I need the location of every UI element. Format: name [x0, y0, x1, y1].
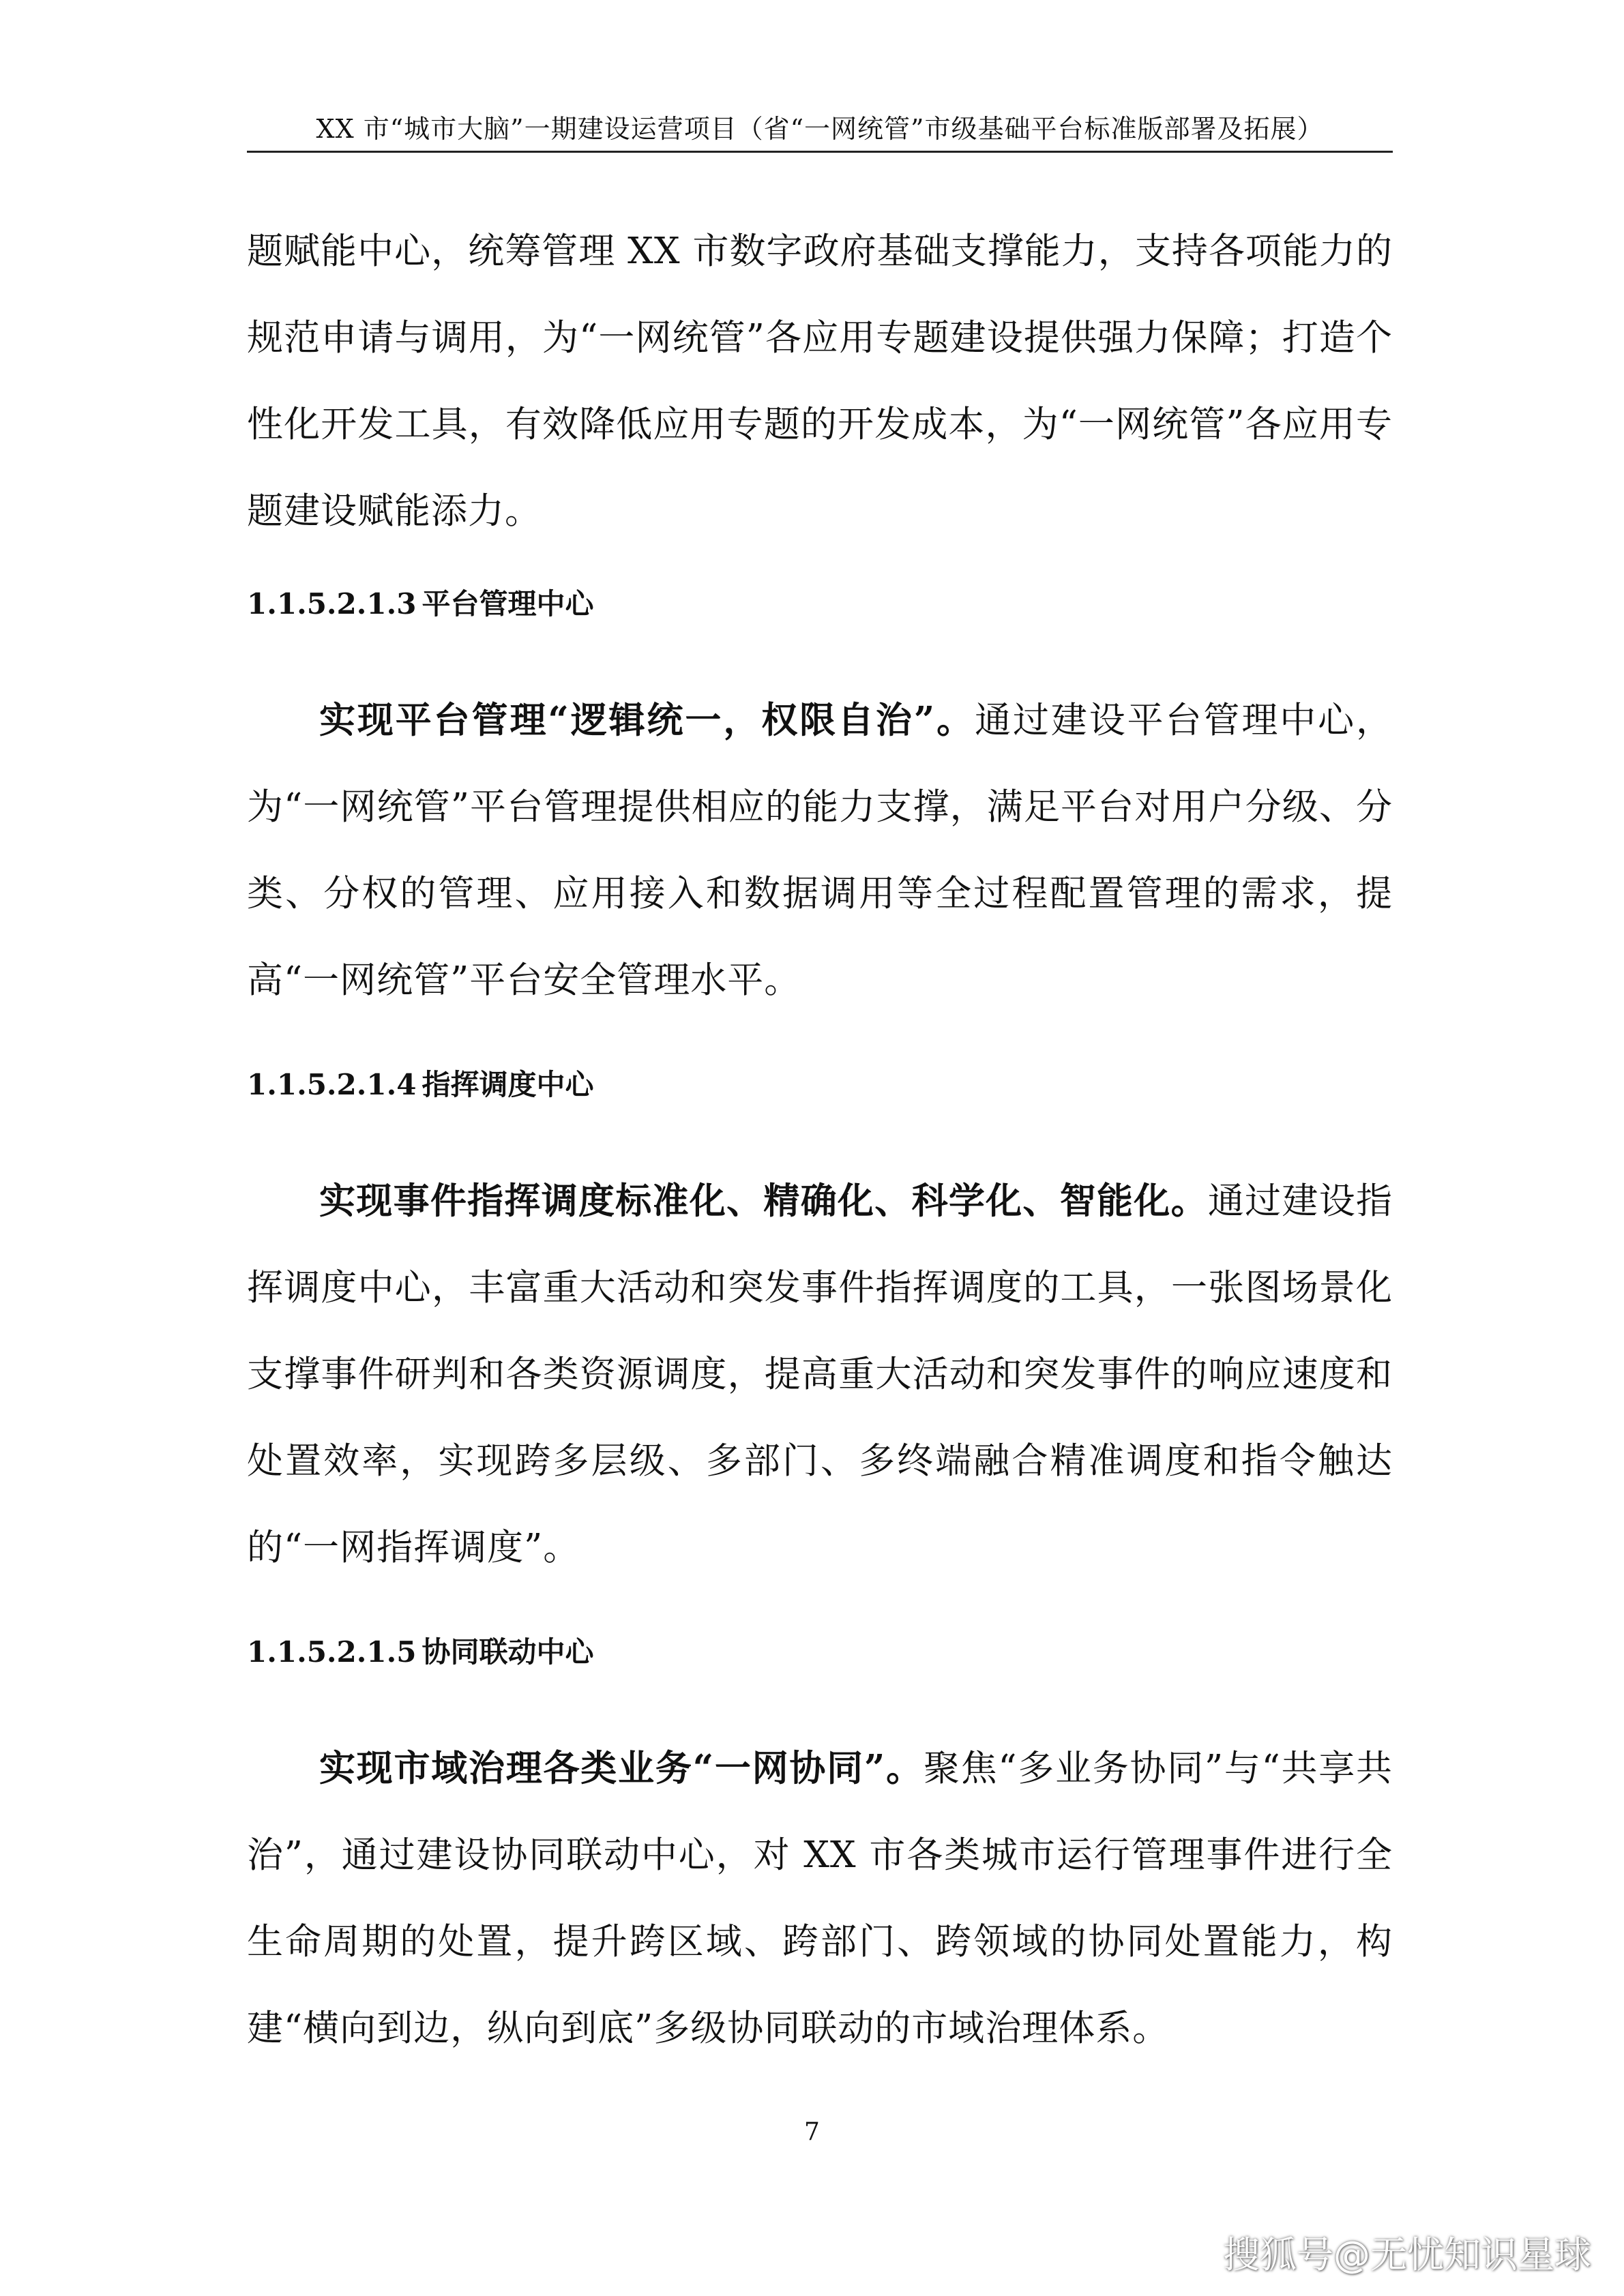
paragraph-collaboration	[247, 1725, 1393, 2072]
paragraph-command-dispatch	[247, 1158, 1393, 1591]
page-header-title: XX 市“城市大脑”一期建设运营项目（省“一网统管”市级基础平台标准版部署及拓展）	[316, 114, 1324, 144]
paragraph-platform-management	[247, 677, 1393, 1024]
paragraph-lead: 实现事件指挥调度标准化、精确化、科学化、智能化。	[319, 1180, 1208, 1222]
paragraph-text: 聚焦“多业务协同”与“共享共治”，通过建设协同联动中心，对 XX 市各类城市运行管理事件进行全生命周期的处置，提升跨区域、跨部门、跨领域的协同处置能力，构建“横向到边，纵向到底”多级协同联动的市域治理体系。	[247, 1748, 1393, 2049]
paragraph-text: 通过建设指挥调度中心，丰富重大活动和突发事件指挥调度的工具，一张图场景化支撑事件研判和各类资源调度，提高重大活动和突发事件的响应速度和处置效率，实现跨多层级、多部门、多终端融合精准调度和指令触达的“一网指挥调度”。	[247, 1180, 1393, 1568]
page-number: 7	[804, 2118, 820, 2146]
section-heading-collaboration	[247, 1633, 593, 1671]
section-number: 1.1.5.2.1.5	[247, 1635, 417, 1669]
paragraph-lead: 实现平台管理“逻辑统一，权限自治”。	[319, 699, 975, 741]
section-heading-platform-management	[247, 585, 593, 623]
section-title: 协同联动中心	[422, 1635, 594, 1669]
watermark: 搜狐号@无忧知识星球	[1223, 2233, 1591, 2276]
section-number: 1.1.5.2.1.4	[247, 1068, 417, 1101]
paragraph-lead: 实现市域治理各类业务“一网协同”。	[319, 1747, 924, 1789]
section-heading-command-dispatch	[247, 1066, 593, 1104]
section-title: 平台管理中心	[422, 587, 594, 621]
paragraph-continuation	[247, 208, 1393, 554]
section-number: 1.1.5.2.1.3	[247, 587, 417, 621]
header-divider	[247, 151, 1393, 153]
paragraph-text: 通过建设平台管理中心，为“一网统管”平台管理提供相应的能力支撑，满足平台对用户分级、分类、分权的管理、应用接入和数据调用等全过程配置管理的需求，提高“一网统管”平台安全管理水平。	[247, 700, 1393, 1001]
section-title: 指挥调度中心	[422, 1068, 594, 1101]
paragraph-text: 题赋能中心，统筹管理 XX 市数字政府基础支撑能力，支持各项能力的规范申请与调用，为“一网统管”各应用专题建设提供强力保障；打造个性化开发工具，有效降低应用专题的开发成本，为“一网统管”各应用专题建设赋能添力。	[247, 230, 1393, 532]
